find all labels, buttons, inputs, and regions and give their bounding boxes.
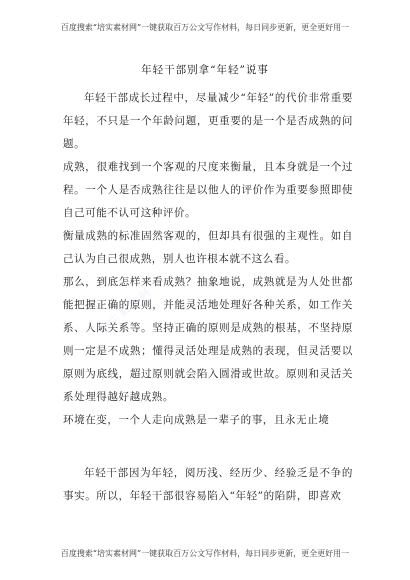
paragraph: 环境在变，一个人走向成熟是一辈子的事，且永无止境 xyxy=(63,414,330,426)
document-title: 年轻干部别拿“年轻”说事 xyxy=(141,64,269,76)
paragraph: 年轻干部因为年轻，阅历浅、经历少、经验乏是不争的事实。所以，年轻干部很容易陷入“年轻”的陷阱，即喜欢 xyxy=(63,467,353,502)
paragraph: 成熟，很难找到一个客观的尺度来衡量，且本身就是一个过程。一个人是否成熟往往是以他人的评价作为重要参照即使自己可能不认可这种评价。 xyxy=(63,161,353,219)
footer-banner: 百度搜索“培实素材网”一键获取百万公文写作材料，每日同步更新，更全更好用一 xyxy=(60,549,350,558)
watermark: 培实素材网 xyxy=(96,284,155,337)
paragraph: 衡量成熟的标准固然客观的，但却具有很强的主观性。如自己认为自己很成熟，别人也许根本就不这么看。 xyxy=(63,230,353,265)
paragraph: 年轻干部成长过程中，尽量减少“年轻”的代价非常重要年轻，不只是一个年龄问题，更重要的是一个是否成熟的问题。 xyxy=(63,92,353,150)
paragraph: 那么，到底怎样来看成熟？抽象地说，成熟就是为人处世都能把握正确的原则，并能灵活地处理好各种关系，如工作关系、人际关系等。坚持正确的原则是成熟的根基，不坚持原则一定是不成熟；懂得灵活处理是成熟的表现，但灵活要以原则为底线，超过原则就会陷入圆滑或世故。原则和灵活关系处理得越好越成熟。 xyxy=(63,276,353,403)
body-text-bottom xyxy=(63,462,353,508)
body-text-top xyxy=(63,87,353,432)
header-banner: 百度搜索“培实素材网”一键获取百万公文写作材料，每日同步更新，更全更好用一 xyxy=(60,23,350,32)
